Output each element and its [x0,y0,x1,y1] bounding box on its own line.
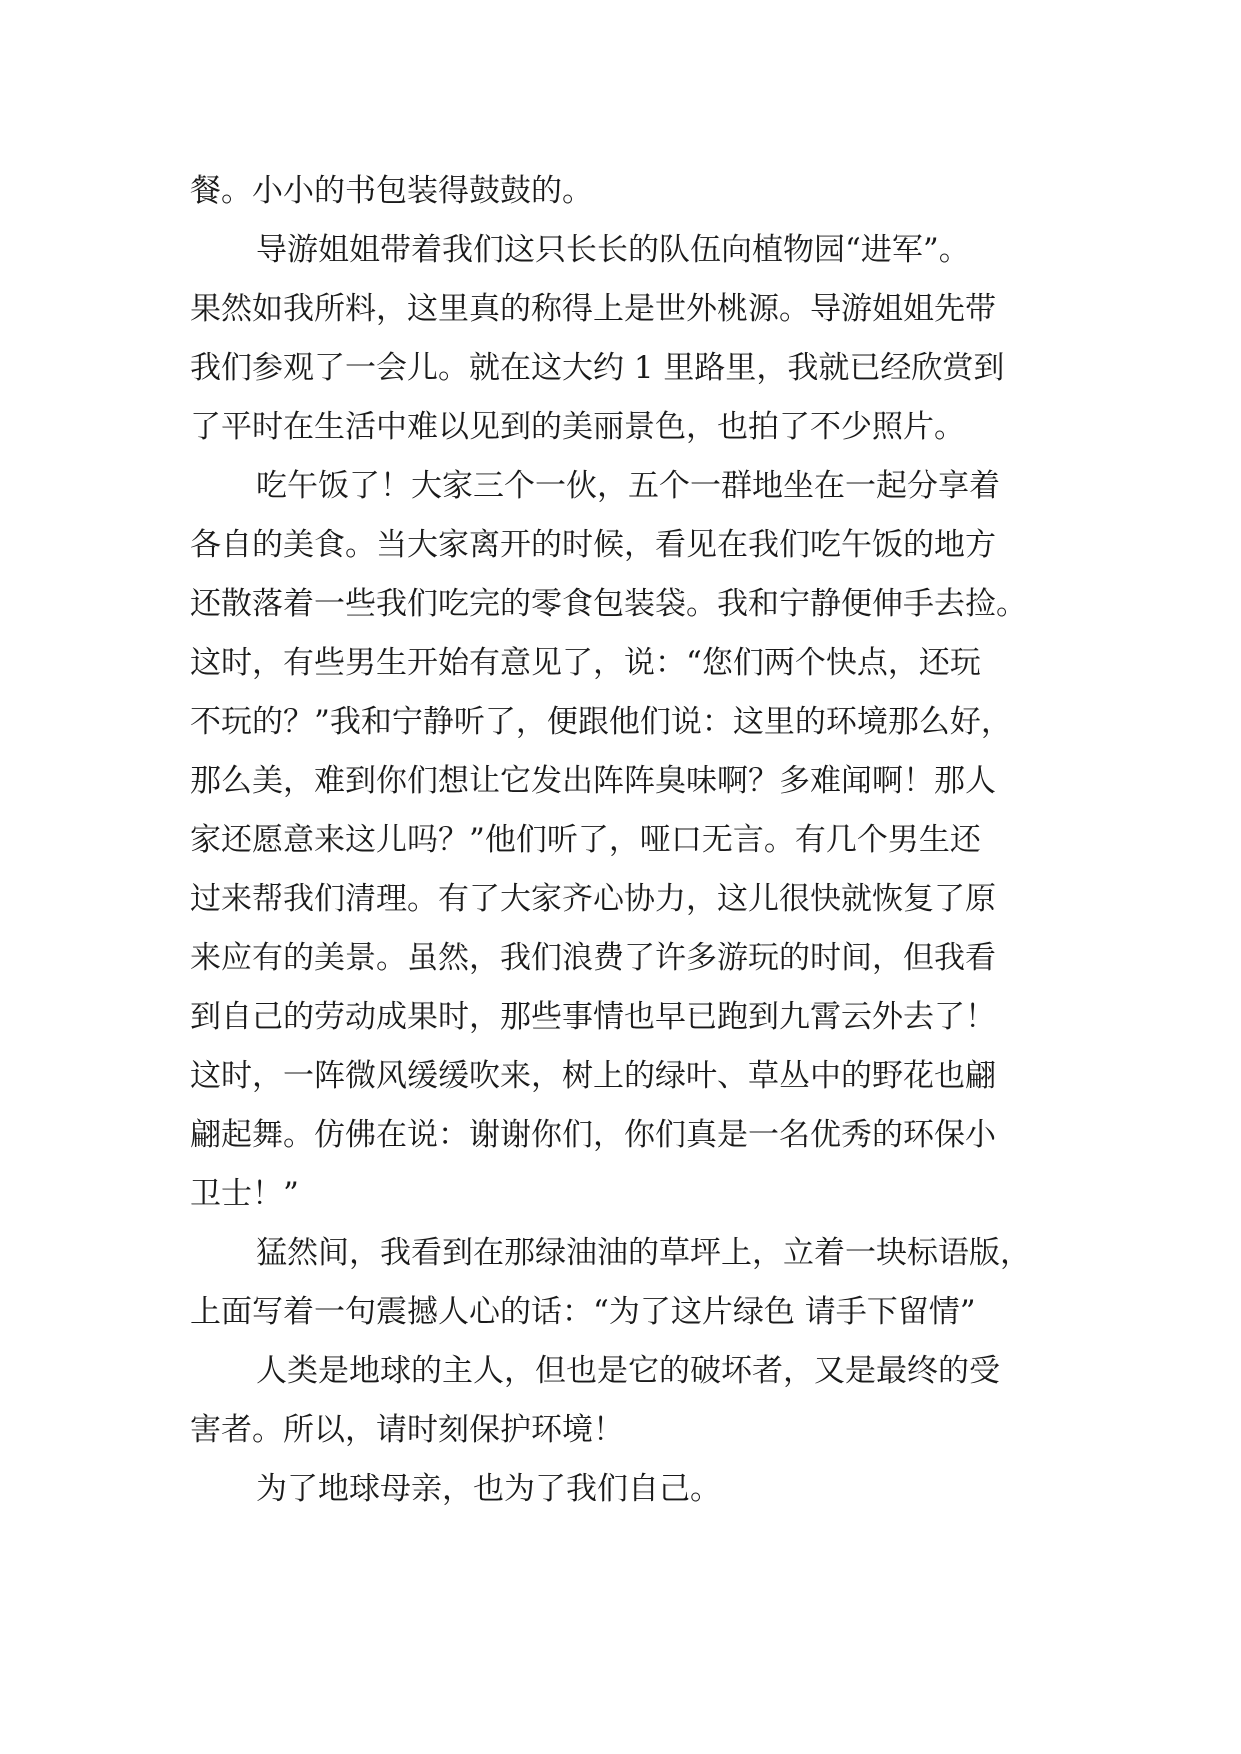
text-line: 害者。所以，请时刻保护环境！ [190,1412,624,1448]
text-line: 猛然间，我看到在那绿油油的草坪上，立着一块标语版， [256,1235,1031,1271]
text-line: 人类是地球的主人，但也是它的破坏者，又是最终的受 [256,1353,1000,1389]
text-line: 导游姐姐带着我们这只长长的队伍向植物园“进军”。 [256,232,970,268]
text-line: 卫士！” [190,1176,299,1212]
text-line: 上面写着一句震撼人心的话：“为了这片绿色 请手下留情” [190,1294,976,1330]
text-line: 那么美，难到你们想让它发出阵阵臭味啊？多难闻啊！那人 [190,763,996,799]
paragraph [190,221,1070,457]
paragraph [190,1460,1070,1519]
text-line: 各自的美食。当大家离开的时候，看见在我们吃午饭的地方 [190,527,996,563]
text-line: 为了地球母亲，也为了我们自己。 [256,1471,721,1507]
text-line: 这时，一阵微风缓缓吹来，树上的绿叶、草丛中的野花也翩 [190,1058,996,1094]
text-line: 果然如我所料，这里真的称得上是世外桃源。导游姐姐先带 [190,291,996,327]
paragraph [190,1224,1070,1342]
text-line: 餐。小小的书包装得鼓鼓的。 [190,173,593,209]
text-line: 家还愿意来这儿吗？”他们听了，哑口无言。有几个男生还 [190,822,981,858]
text-line: 翩起舞。仿佛在说：谢谢你们，你们真是一名优秀的环保小 [190,1117,996,1153]
text-line: 吃午饭了！大家三个一伙，五个一群地坐在一起分享着 [256,468,1000,504]
text-line: 过来帮我们清理。有了大家齐心协力，这儿很快就恢复了原 [190,881,996,917]
text-line: 我们参观了一会儿。就在这大约 1 里路里，我就已经欣赏到 [190,350,1005,386]
text-line: 不玩的？”我和宁静听了，便跟他们说：这里的环境那么好， [190,704,1012,740]
paragraph [190,162,1070,221]
paragraph [190,1342,1070,1460]
text-line: 到自己的劳动成果时，那些事情也早已跑到九霄云外去了！ [190,999,996,1035]
text-line: 了平时在生活中难以见到的美丽景色，也拍了不少照片。 [190,409,965,445]
text-line: 来应有的美景。虽然，我们浪费了许多游玩的时间，但我看 [190,940,996,976]
paragraph [190,457,1070,1224]
text-line: 这时，有些男生开始有意见了，说：“您们两个快点，还玩 [190,645,981,681]
essay-body [190,162,1070,1519]
text-line: 还散落着一些我们吃完的零食包装袋。我和宁静便伸手去捡。 [190,586,1027,622]
